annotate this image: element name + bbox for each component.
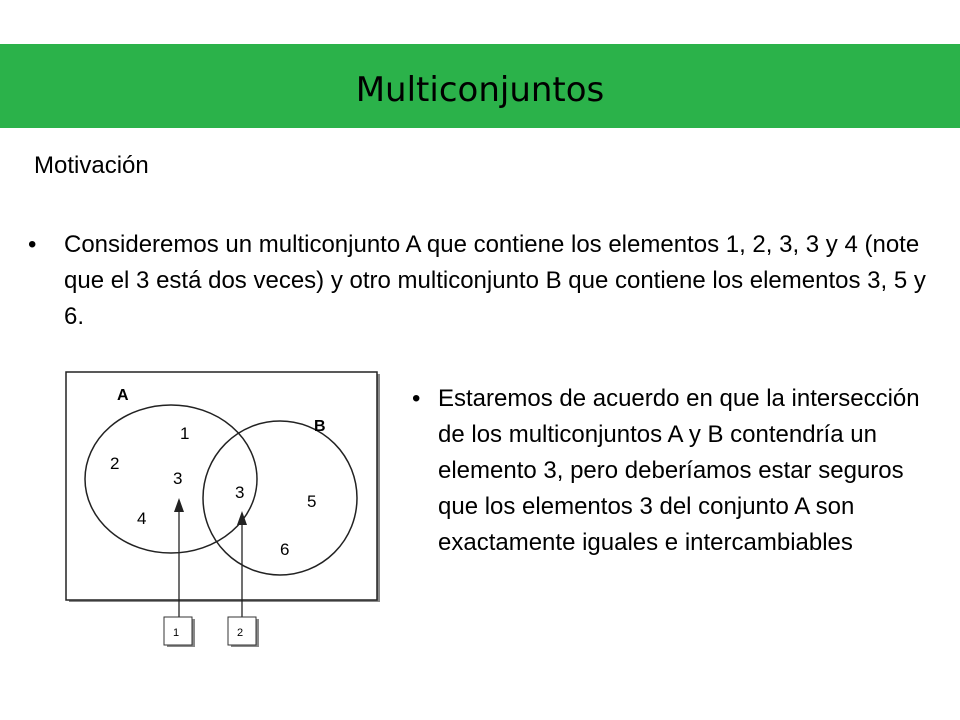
bullet-text-2: Estaremos de acuerdo en que la intersección de los multiconjuntos A y B contendría un elemento 3, pero deberíamos estar seguros que los elementos 3 del conjunto A son exactamente iguales e intercambiables [438,385,920,556]
element-shared-3: 3 [235,483,245,502]
title-bar [0,44,960,128]
bullet-point-2 [412,381,932,561]
slide-title: Multiconjuntos [355,70,605,110]
element-a-1: 1 [180,424,190,443]
venn-diagram [60,365,390,655]
label-box-1-text: 1 [173,627,180,639]
universe-frame [66,372,377,600]
label-box-2-text: 2 [237,627,244,639]
element-a-4: 4 [137,509,147,528]
element-a-3: 3 [173,469,183,488]
element-b-6: 6 [280,540,290,559]
bullet-icon: • [28,231,37,258]
element-a-2: 2 [110,454,120,473]
slide-subtitle: Motivación [34,152,149,179]
bullet-point-1 [28,227,948,335]
bullet-text-1: Consideremos un multiconjunto A que contiene los elementos 1, 2, 3, 3 y 4 (note que el 3 está dos veces) y otro multiconjunto B que contiene los elementos 3, 5 y 6. [64,231,926,330]
element-b-5: 5 [307,492,317,511]
bullet-icon: • [412,385,421,412]
set-b-label: B [314,418,326,435]
set-a-label: A [117,387,129,404]
